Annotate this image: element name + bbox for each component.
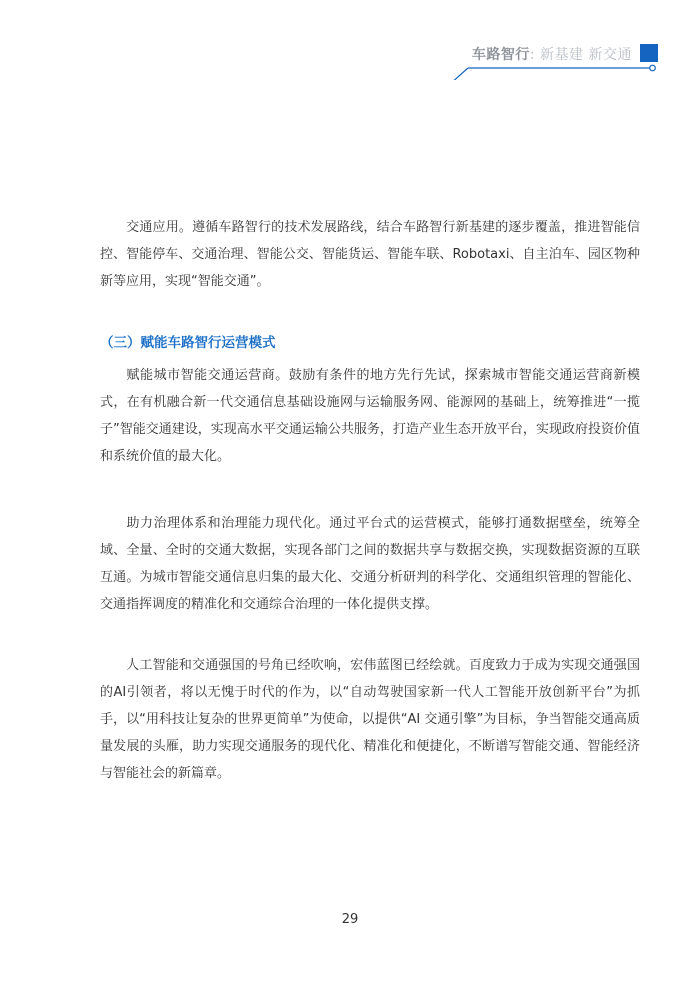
header-decoration-line (0, 0, 700, 80)
paragraph-governance (100, 510, 640, 618)
paragraph-ai-leader (100, 652, 640, 787)
page-header (0, 0, 700, 80)
paragraph-text: 助力治理体系和治理能力现代化。通过平台式的运营模式，能够打通数据壁垒，统筹全域、全量、全时的交通大数据，实现各部门之间的数据共享与数据交换，实现数据资源的互联互通。为城市智能交通信息归集的最大化、交通分析研判的科学化、交通组织管理的智能化、交通指挥调度的精准化和交通综合治理的一体化提供支撑。 (100, 516, 640, 612)
paragraph-text: 赋能城市智能交通运营商。鼓励有条件的地方先行先试，探索城市智能交通运营商新模式，在有机融合新一代交通信息基础设施网与运输服务网、能源网的基础上，统筹推进“一揽子”智能交通建设，实现高水平交通运输公共服务，打造产业生态开放平台，实现政府投资价值和系统价值的最大化。 (100, 368, 640, 464)
paragraph-text: 人工智能和交通强国的号角已经吹响，宏伟蓝图已经绘就。百度致力于成为实现交通强国的AI引领者，将以无愧于时代的作为，以“自动驾驶国家新一代人工智能开放创新平台”为抓手，以“用科技让复杂的世界更简单”为使命，以提供“AI 交通引擎”为目标，争当智能交通高质量发展的头雁，助力实现交通服务的现代化、精准化和便捷化，不断谱写智能交通、智能经济与智能社会的新篇章。 (100, 658, 640, 781)
section-heading: （三）赋能车路智行运营模式 (100, 335, 276, 351)
paragraph-operator-model (100, 362, 640, 470)
header-title-separator: : (529, 47, 541, 63)
header-title (472, 46, 632, 64)
header-accent-square (640, 44, 658, 62)
header-title-main: 车路智行 (471, 47, 530, 63)
paragraph-text: 交通应用。遵循车路智行的技术发展路线，结合车路智行新基建的逐步覆盖，推进智能信控、智能停车、交通治理、智能公交、智能货运、智能车联、Robotaxi、自主泊车、园区物种新等应用，实现“智能交通”。 (100, 220, 640, 289)
header-title-subtitle: 新基建 新交通 (540, 47, 632, 63)
page-number: 29 (341, 912, 359, 927)
paragraph-traffic-applications (100, 214, 640, 295)
